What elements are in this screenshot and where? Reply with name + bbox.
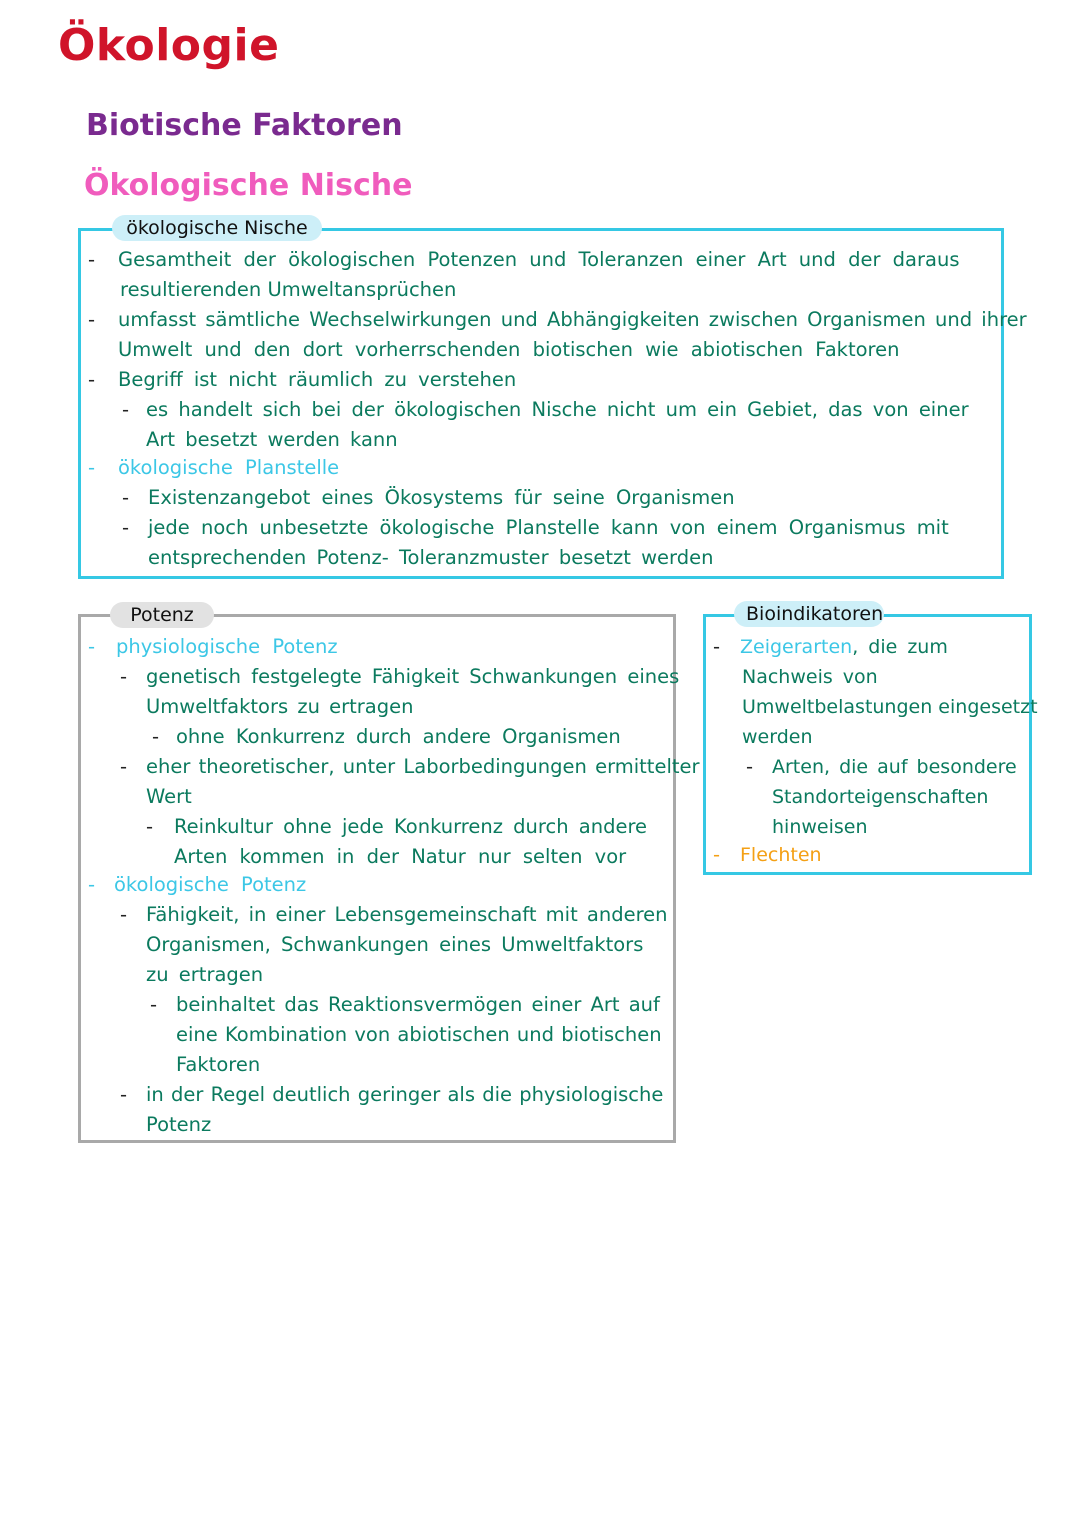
potenz-line-physiologisch: physiologische Potenz <box>116 635 338 658</box>
potenz-line: genetisch festgelegte Fähigkeit Schwankungen eines <box>146 665 680 688</box>
nische-line: umfasst sämtliche Wechselwirkungen und Abhängigkeiten zwischen Organismen und ihrer <box>118 308 1027 331</box>
nische-line: entsprechenden Potenz- Toleranzmuster besetzt werden <box>148 546 714 569</box>
bullet-dash: - <box>122 486 130 509</box>
bullet-dash: - <box>152 725 160 748</box>
nische-line: Art besetzt werden kann <box>146 428 398 451</box>
bullet-dash: - <box>150 993 158 1016</box>
potenz-line: Umweltfaktors zu ertragen <box>146 695 414 718</box>
bullet-dash: - <box>120 755 128 778</box>
bullet-dash: - <box>88 635 96 658</box>
bio-line: hinweisen <box>772 816 868 838</box>
bio-line: Umweltbelastungen eingesetzt <box>742 696 1038 718</box>
bio-line-zeiger <box>740 632 948 662</box>
section-heading-oekologische-nische: Ökologische Nische <box>84 168 413 203</box>
bullet-dash: - <box>88 248 96 271</box>
section-heading-biotische-faktoren: Biotische Faktoren <box>86 108 403 143</box>
bio-line: Nachweis von <box>742 666 878 688</box>
bio-line-flechten: Flechten <box>740 844 822 866</box>
bullet-dash: - <box>120 1083 128 1106</box>
nische-line: Existenzangebot eines Ökosystems für seine Organismen <box>148 486 735 509</box>
potenz-line: eher theoretischer, unter Laborbedingungen ermittelter <box>146 755 700 778</box>
nische-line: resultierenden Umweltansprüchen <box>120 278 457 301</box>
nische-line: es handelt sich bei der ökologischen Nische nicht um ein Gebiet, das von einer <box>146 398 969 421</box>
nische-line: jede noch unbesetzte ökologische Planstelle kann von einem Organismus mit <box>148 516 949 539</box>
potenz-line: Organismen, Schwankungen eines Umweltfaktors <box>146 933 644 956</box>
nische-line: Gesamtheit der ökologischen Potenzen und Toleranzen einer Art und der daraus <box>118 248 960 271</box>
potenz-line: Potenz <box>146 1113 212 1136</box>
bio-line: Standorteigenschaften <box>772 786 989 808</box>
bio-line: werden <box>742 726 813 748</box>
bullet-dash: - <box>120 665 128 688</box>
nische-label: ökologische Nische <box>112 215 322 241</box>
bullet-dash: - <box>88 308 96 331</box>
nische-line-planstelle: ökologische Planstelle <box>118 456 340 479</box>
potenz-line: Fähigkeit, in einer Lebensgemeinschaft mit anderen <box>146 903 668 926</box>
potenz-line-oekologisch: ökologische Potenz <box>114 873 307 896</box>
potenz-line: ohne Konkurrenz durch andere Organismen <box>176 725 621 748</box>
bio-line: Arten, die auf besondere <box>772 756 1017 778</box>
potenz-line: Arten kommen in der Natur nur selten vor <box>174 845 627 868</box>
potenz-line: in der Regel deutlich geringer als die physiologische <box>146 1083 664 1106</box>
potenz-line: zu ertragen <box>146 963 264 986</box>
bullet-dash: - <box>713 635 721 658</box>
bullet-dash: - <box>88 368 96 391</box>
bullet-dash: - <box>88 456 96 479</box>
potenz-line: eine Kombination von abiotischen und biotischen <box>176 1023 662 1046</box>
page-title: Ökologie <box>58 20 280 71</box>
potenz-line: Reinkultur ohne jede Konkurrenz durch andere <box>174 815 648 838</box>
bio-line1-rest: , die zum <box>852 636 948 658</box>
potenz-line: beinhaltet das Reaktionsvermögen einer Art auf <box>176 993 660 1016</box>
bullet-dash: - <box>746 755 754 778</box>
potenz-label: Potenz <box>110 602 214 628</box>
bullet-dash: - <box>146 815 154 838</box>
bullet-dash: - <box>88 873 96 896</box>
bullet-dash: - <box>120 903 128 926</box>
bioindikatoren-label: Bioindikatoren <box>734 601 884 627</box>
bullet-dash: - <box>122 398 130 421</box>
bullet-dash: - <box>122 516 130 539</box>
bullet-dash: - <box>713 843 721 866</box>
nische-line: Umwelt und den dort vorherrschenden biotischen wie abiotischen Faktoren <box>118 338 900 361</box>
potenz-line: Faktoren <box>176 1053 261 1076</box>
nische-line: Begriff ist nicht räumlich zu verstehen <box>118 368 517 391</box>
potenz-line: Wert <box>146 785 192 808</box>
bio-zeigerarten: Zeigerarten <box>740 636 853 658</box>
